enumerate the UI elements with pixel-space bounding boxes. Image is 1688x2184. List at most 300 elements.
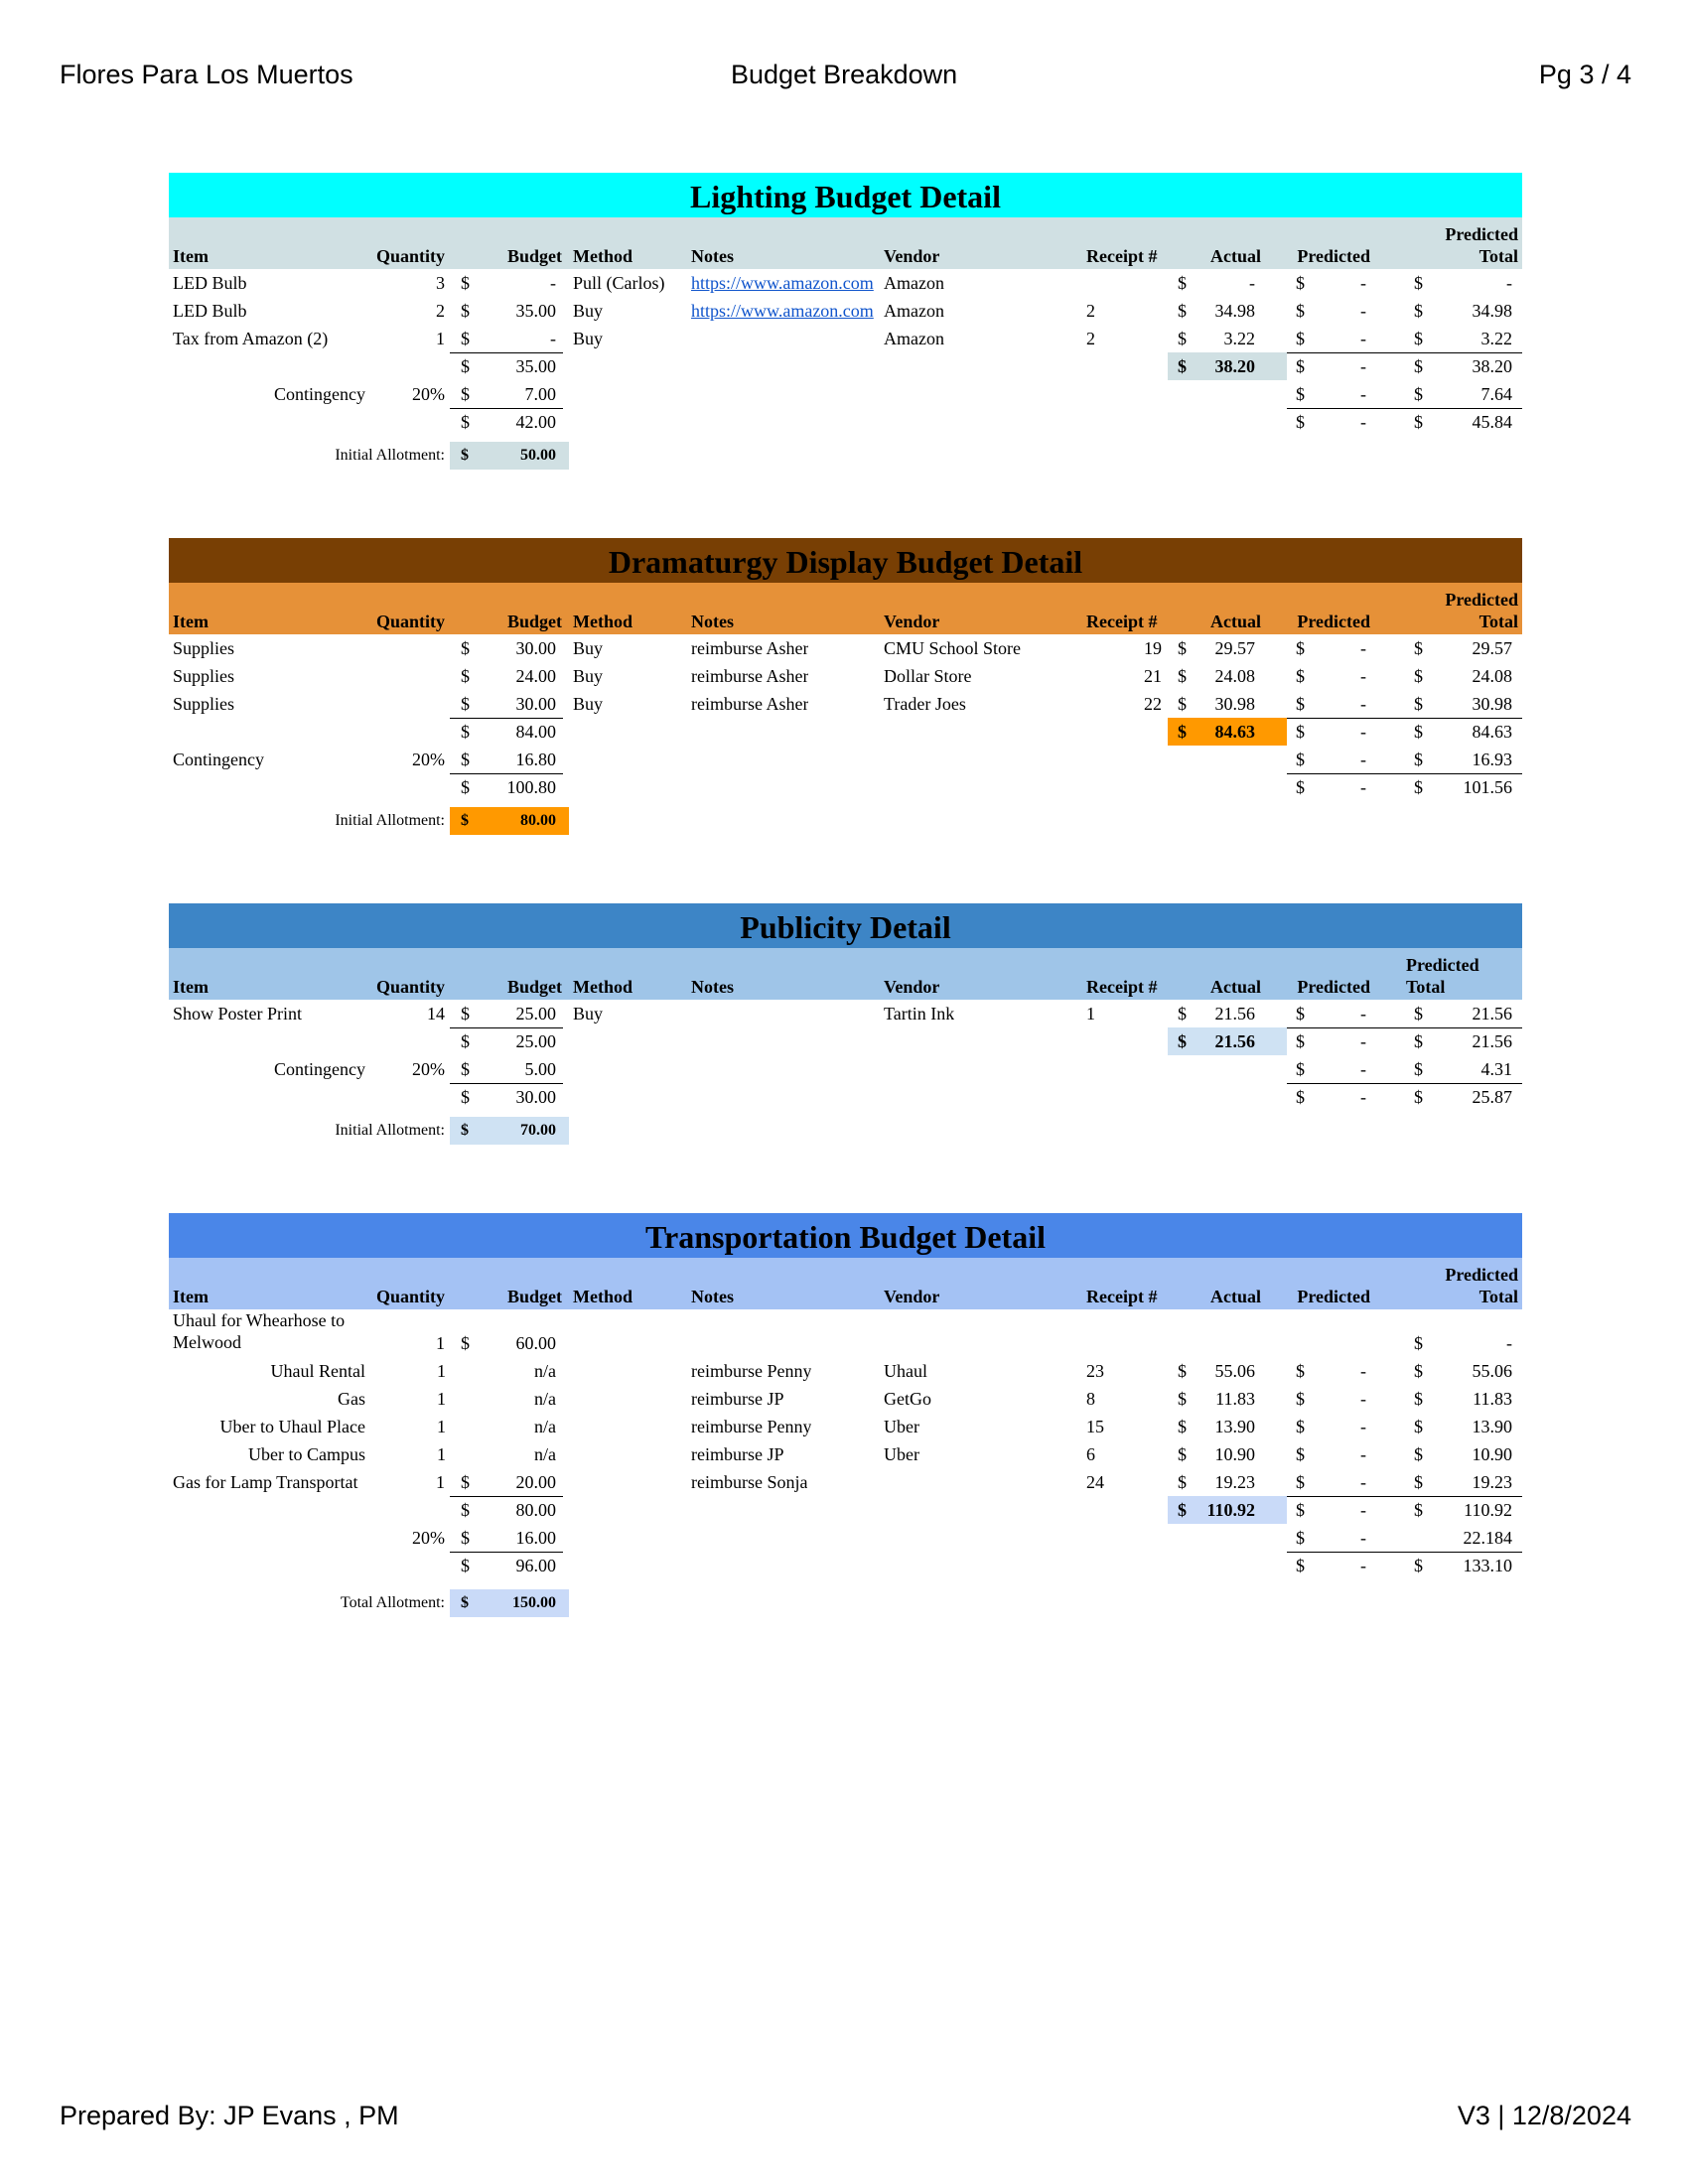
predicted-cell: - xyxy=(1360,1389,1366,1409)
quantity-cell: 1 xyxy=(436,329,445,348)
column-header-row xyxy=(169,948,1522,1000)
contingency-percent: 20% xyxy=(412,384,445,404)
dollar-sign: $ xyxy=(1178,329,1187,348)
dollar-sign: $ xyxy=(1414,1031,1423,1051)
section-title: Dramaturgy Display Budget Detail xyxy=(169,538,1522,583)
contingency-predicted: - xyxy=(1360,384,1366,404)
dollar-sign: $ xyxy=(461,1031,470,1051)
predicted-cell: - xyxy=(1360,1361,1366,1381)
budget-subtotal: 80.00 xyxy=(515,1500,556,1520)
predicted-total-cell: 55.06 xyxy=(1472,1361,1512,1381)
actual-cell: 19.23 xyxy=(1214,1472,1255,1492)
budget-cell: 20.00 xyxy=(515,1472,556,1492)
table-row xyxy=(169,297,1522,325)
predicted-total-subtotal: 21.56 xyxy=(1472,1031,1512,1051)
predicted-total-final: - xyxy=(1360,1556,1366,1575)
predicted-total-subtotal: 84.63 xyxy=(1472,722,1512,742)
dollar-sign: $ xyxy=(1178,1031,1187,1051)
table-body xyxy=(169,269,1522,438)
predicted-cell: - xyxy=(1360,1472,1366,1492)
budget-cell: 25.00 xyxy=(515,1004,556,1024)
budget-cell: 60.00 xyxy=(515,1333,556,1353)
lighting-section xyxy=(169,173,1522,474)
table-row xyxy=(169,1309,1522,1357)
dollar-sign: $ xyxy=(1178,273,1187,293)
predicted-grand-total: 133.10 xyxy=(1463,1556,1512,1575)
contingency-percent: 20% xyxy=(412,750,445,769)
contingency-row xyxy=(169,746,1522,773)
transportation-section xyxy=(169,1213,1522,1625)
contingency-row xyxy=(169,1524,1522,1552)
method-cell: Buy xyxy=(573,694,604,714)
subtotal-row xyxy=(169,718,1522,746)
col-predicted-total xyxy=(1390,1264,1518,1307)
dollar-sign: $ xyxy=(461,447,469,464)
actual-cell: 21.56 xyxy=(1214,1004,1255,1024)
vendor-cell: Amazon xyxy=(884,329,944,348)
budget-cell: 30.00 xyxy=(515,694,556,714)
quantity-cell: 1 xyxy=(437,1361,446,1381)
vendor-cell: Uber xyxy=(884,1444,919,1464)
dollar-sign: $ xyxy=(1414,1059,1423,1079)
dollar-sign: $ xyxy=(461,812,469,829)
actual-cell: 10.90 xyxy=(1214,1444,1255,1464)
subtotal-row xyxy=(169,352,1522,380)
budget-subtotal: 25.00 xyxy=(515,1031,556,1051)
dollar-sign: $ xyxy=(461,356,470,376)
quantity-cell: 1 xyxy=(436,1333,445,1353)
col-method: Method xyxy=(573,1287,633,1306)
item-cell: Supplies xyxy=(173,638,235,658)
actual-cell: 55.06 xyxy=(1214,1361,1255,1381)
col-predicted-total-line1: Predicted xyxy=(1445,1265,1518,1285)
column-header-row xyxy=(169,217,1522,269)
dollar-sign: $ xyxy=(1414,1333,1423,1353)
item-cell: Supplies xyxy=(173,666,235,686)
method-cell: Buy xyxy=(573,301,604,321)
vendor-cell: Trader Joes xyxy=(884,694,966,714)
col-budget: Budget xyxy=(506,1287,562,1306)
notes-cell: reimburse Sonja xyxy=(691,1472,808,1492)
budget-cell: - xyxy=(550,329,556,348)
budget-cell: n/a xyxy=(534,1444,556,1464)
predicted-total-final: - xyxy=(1360,1087,1366,1107)
dollar-sign: $ xyxy=(1296,666,1305,686)
predicted-cell: - xyxy=(1360,666,1366,686)
method-cell: Buy xyxy=(573,638,604,658)
predicted-grand-total: 25.87 xyxy=(1472,1087,1512,1107)
budget-total: 42.00 xyxy=(515,412,556,432)
dollar-sign: $ xyxy=(1414,1417,1423,1436)
budget-total: 100.80 xyxy=(506,777,556,797)
prepared-by: Prepared By: JP Evans , PM xyxy=(60,2101,399,2130)
dollar-sign: $ xyxy=(1296,356,1305,376)
col-item: Item xyxy=(173,612,209,631)
contingency-predicted-total: 7.64 xyxy=(1480,384,1512,404)
vendor-cell: Uhaul xyxy=(884,1361,927,1381)
table-body xyxy=(169,1000,1522,1113)
receipt-cell: 6 xyxy=(1086,1444,1095,1464)
actual-cell: 29.57 xyxy=(1214,638,1255,658)
col-item: Item xyxy=(173,977,209,997)
contingency-percent: 20% xyxy=(412,1528,445,1548)
dollar-sign: $ xyxy=(461,412,470,432)
predicted-total-cell: 34.98 xyxy=(1472,301,1512,321)
dollar-sign: $ xyxy=(1178,666,1187,686)
receipt-cell: 23 xyxy=(1086,1361,1104,1381)
contingency-predicted-total: 16.93 xyxy=(1472,750,1512,769)
dollar-sign: $ xyxy=(1296,384,1305,404)
item-cell: Supplies xyxy=(173,694,235,714)
notes-link[interactable]: https://www.amazon.com xyxy=(691,301,874,321)
col-receipt: Receipt # xyxy=(1086,612,1158,631)
table-row xyxy=(169,1357,1522,1385)
allotment-value: 50.00 xyxy=(520,447,556,464)
table-row xyxy=(169,1000,1522,1027)
item-cell: Show Poster Print xyxy=(173,1004,303,1024)
column-header-row xyxy=(169,1258,1522,1309)
contingency-row xyxy=(169,1055,1522,1083)
vendor-cell: Amazon xyxy=(884,273,944,293)
col-actual: Actual xyxy=(1210,1287,1261,1306)
predicted-total-cell: 11.83 xyxy=(1473,1389,1512,1409)
dollar-sign: $ xyxy=(1296,750,1305,769)
budget-cell: n/a xyxy=(534,1361,556,1381)
column-header-row xyxy=(169,583,1522,634)
dollar-sign: $ xyxy=(1414,273,1423,293)
dollar-sign: $ xyxy=(1296,1361,1305,1381)
publicity-section xyxy=(169,903,1522,1149)
document-title: Flores Para Los Muertos xyxy=(60,60,353,89)
method-cell: Buy xyxy=(573,329,604,348)
item-cell: LED Bulb xyxy=(173,301,247,321)
table-body xyxy=(169,1309,1522,1589)
version-date: V3 | 12/8/2024 xyxy=(1457,2101,1631,2130)
actual-total: 110.92 xyxy=(1206,1500,1255,1520)
col-actual: Actual xyxy=(1210,612,1261,631)
predicted-total-cell: - xyxy=(1506,1333,1512,1353)
quantity-cell: 2 xyxy=(436,301,445,321)
dollar-sign: $ xyxy=(1178,1361,1187,1381)
predicted-total-subtotal: 110.92 xyxy=(1464,1500,1512,1520)
receipt-cell: 1 xyxy=(1086,1004,1095,1024)
dollar-sign: $ xyxy=(1296,1004,1305,1024)
dollar-sign: $ xyxy=(461,1087,470,1107)
dollar-sign: $ xyxy=(1178,301,1187,321)
predicted-total-cell: 3.22 xyxy=(1480,329,1512,348)
receipt-cell: 24 xyxy=(1086,1472,1104,1492)
section-title: Lighting Budget Detail xyxy=(169,173,1522,217)
predicted-total-final: - xyxy=(1360,777,1366,797)
budget-cell: 24.00 xyxy=(515,666,556,686)
predicted-subtotal: - xyxy=(1360,1500,1366,1520)
subtotal-row xyxy=(169,1027,1522,1055)
predicted-cell: - xyxy=(1360,638,1366,658)
dollar-sign: $ xyxy=(1414,1361,1423,1381)
dollar-sign: $ xyxy=(461,694,470,714)
notes-cell: reimburse JP xyxy=(691,1444,784,1464)
col-receipt: Receipt # xyxy=(1086,246,1158,266)
receipt-cell: 2 xyxy=(1086,301,1095,321)
dollar-sign: $ xyxy=(1296,1031,1305,1051)
col-predicted-total xyxy=(1390,589,1518,632)
item-cell: LED Bulb xyxy=(173,273,247,293)
budget-cell: - xyxy=(550,273,556,293)
dollar-sign: $ xyxy=(1178,694,1187,714)
item-cell: Uhaul Rental xyxy=(270,1361,365,1381)
dollar-sign: $ xyxy=(461,750,470,769)
dollar-sign: $ xyxy=(1414,666,1423,686)
dollar-sign: $ xyxy=(461,722,470,742)
quantity-cell: 14 xyxy=(427,1004,445,1024)
dollar-sign: $ xyxy=(1296,1059,1305,1079)
contingency-budget: 16.00 xyxy=(515,1528,556,1548)
budget-total: 30.00 xyxy=(515,1087,556,1107)
dollar-sign: $ xyxy=(1296,329,1305,348)
contingency-predicted: - xyxy=(1360,1528,1366,1548)
actual-cell: 24.08 xyxy=(1214,666,1255,686)
dollar-sign: $ xyxy=(1414,1472,1423,1492)
receipt-cell: 19 xyxy=(1144,638,1162,658)
budget-cell: n/a xyxy=(534,1389,556,1409)
col-budget: Budget xyxy=(506,612,562,631)
actual-cell: 3.22 xyxy=(1223,329,1255,348)
col-predicted: Predicted xyxy=(1297,977,1370,997)
contingency-budget: 16.80 xyxy=(515,750,556,769)
allotment-label: Total Allotment: xyxy=(340,1594,445,1611)
col-predicted-total-line1: Predicted xyxy=(1445,224,1518,244)
dollar-sign: $ xyxy=(1296,301,1305,321)
item-line-1: Uhaul for Whearhose to xyxy=(173,1310,346,1330)
allotment-row xyxy=(169,1113,1522,1149)
budget-cell: 35.00 xyxy=(515,301,556,321)
notes-cell: reimburse Asher xyxy=(691,666,809,686)
method-cell: Pull (Carlos) xyxy=(573,273,665,293)
table-row xyxy=(169,1413,1522,1440)
receipt-cell: 22 xyxy=(1144,694,1162,714)
vendor-cell: Dollar Store xyxy=(884,666,972,686)
col-notes: Notes xyxy=(691,246,734,266)
allotment-value: 70.00 xyxy=(520,1122,556,1139)
dollar-sign: $ xyxy=(1296,1087,1305,1107)
col-method: Method xyxy=(573,612,633,631)
dollar-sign: $ xyxy=(1414,750,1423,769)
dollar-sign: $ xyxy=(1414,1556,1423,1575)
col-predicted-total-line2: Total xyxy=(1478,1287,1518,1306)
notes-cell: reimburse Asher xyxy=(691,638,809,658)
dollar-sign: $ xyxy=(461,1472,470,1492)
col-method: Method xyxy=(573,977,633,997)
budget-subtotal: 84.00 xyxy=(515,722,556,742)
contingency-predicted-total: 4.31 xyxy=(1480,1059,1512,1079)
budget-subtotal: 35.00 xyxy=(515,356,556,376)
dollar-sign: $ xyxy=(1296,273,1305,293)
dollar-sign: $ xyxy=(1296,412,1305,432)
table-row xyxy=(169,634,1522,662)
col-predicted: Predicted xyxy=(1297,246,1370,266)
dollar-sign: $ xyxy=(1296,777,1305,797)
dollar-sign: $ xyxy=(461,1556,470,1575)
dollar-sign: $ xyxy=(1178,722,1187,742)
contingency-label: Contingency xyxy=(274,384,365,404)
page-number: Pg 3 / 4 xyxy=(1538,60,1631,89)
table-row xyxy=(169,325,1522,352)
dollar-sign: $ xyxy=(461,1594,469,1611)
dollar-sign: $ xyxy=(461,1333,470,1353)
actual-cell: 30.98 xyxy=(1214,694,1255,714)
table-body xyxy=(169,634,1522,803)
predicted-grand-total: 45.84 xyxy=(1472,412,1512,432)
col-predicted-total: Predicted Total xyxy=(1406,955,1479,997)
col-notes: Notes xyxy=(691,1287,734,1306)
col-predicted-total-line2: Total xyxy=(1478,246,1518,266)
dollar-sign: $ xyxy=(1414,301,1423,321)
contingency-predicted-total: 22.184 xyxy=(1463,1528,1512,1548)
actual-total: 21.56 xyxy=(1214,1031,1255,1051)
dollar-sign: $ xyxy=(1296,722,1305,742)
table-row xyxy=(169,1468,1522,1496)
item-line-2: Melwood xyxy=(173,1332,241,1352)
table-row xyxy=(169,690,1522,718)
predicted-grand-total: 101.56 xyxy=(1463,777,1512,797)
notes-link[interactable]: https://www.amazon.com xyxy=(691,273,874,293)
dollar-sign: $ xyxy=(1296,694,1305,714)
dollar-sign: $ xyxy=(461,638,470,658)
col-budget: Budget xyxy=(506,977,562,997)
dollar-sign: $ xyxy=(461,1059,470,1079)
dollar-sign: $ xyxy=(461,273,470,293)
dollar-sign: $ xyxy=(1178,1389,1187,1409)
col-actual: Actual xyxy=(1210,977,1261,997)
actual-cell: - xyxy=(1249,273,1255,293)
predicted-total-cell: 19.23 xyxy=(1472,1472,1512,1492)
total-row xyxy=(169,1083,1522,1111)
predicted-cell: - xyxy=(1360,1444,1366,1464)
predicted-total-cell: 13.90 xyxy=(1472,1417,1512,1436)
col-quantity: Quantity xyxy=(375,1287,445,1306)
item-cell: Gas for Lamp Transportat xyxy=(173,1472,358,1492)
actual-total: 38.20 xyxy=(1214,356,1255,376)
predicted-total-cell: 21.56 xyxy=(1472,1004,1512,1024)
dollar-sign: $ xyxy=(1178,1004,1187,1024)
predicted-cell: - xyxy=(1360,1417,1366,1436)
col-predicted: Predicted xyxy=(1297,612,1370,631)
dollar-sign: $ xyxy=(1296,1500,1305,1520)
col-item: Item xyxy=(173,246,209,266)
vendor-cell: CMU School Store xyxy=(884,638,1022,658)
col-budget: Budget xyxy=(506,246,562,266)
quantity-cell: 3 xyxy=(436,273,445,293)
dollar-sign: $ xyxy=(1296,1389,1305,1409)
col-method: Method xyxy=(573,246,633,266)
table-row xyxy=(169,1440,1522,1468)
receipt-cell: 21 xyxy=(1144,666,1162,686)
col-quantity: Quantity xyxy=(375,977,445,997)
contingency-predicted: - xyxy=(1360,1059,1366,1079)
dollar-sign: $ xyxy=(1414,384,1423,404)
dollar-sign: $ xyxy=(1296,1528,1305,1548)
dollar-sign: $ xyxy=(461,777,470,797)
item-cell xyxy=(173,1309,371,1353)
receipt-cell: 2 xyxy=(1086,329,1095,348)
col-predicted: Predicted xyxy=(1297,1287,1370,1306)
predicted-total-cell: - xyxy=(1506,273,1512,293)
contingency-label: Contingency xyxy=(173,750,264,769)
dramaturgy-section xyxy=(169,538,1522,839)
dollar-sign: $ xyxy=(461,1122,469,1139)
dollar-sign: $ xyxy=(1414,694,1423,714)
dollar-sign: $ xyxy=(461,1528,470,1548)
allotment-row xyxy=(169,438,1522,474)
budget-total: 96.00 xyxy=(515,1556,556,1575)
col-vendor: Vendor xyxy=(884,977,940,997)
dollar-sign: $ xyxy=(1414,1444,1423,1464)
actual-total: 84.63 xyxy=(1214,722,1255,742)
method-cell: Buy xyxy=(573,666,604,686)
dollar-sign: $ xyxy=(461,1500,470,1520)
contingency-budget: 5.00 xyxy=(524,1059,556,1079)
table-row xyxy=(169,269,1522,297)
col-quantity: Quantity xyxy=(375,612,445,631)
dollar-sign: $ xyxy=(1414,1087,1423,1107)
item-cell: Gas xyxy=(338,1389,365,1409)
predicted-total-cell: 10.90 xyxy=(1472,1444,1512,1464)
receipt-cell: 15 xyxy=(1086,1417,1104,1436)
notes-cell: reimburse JP xyxy=(691,1389,784,1409)
predicted-total-subtotal: 38.20 xyxy=(1472,356,1512,376)
dollar-sign: $ xyxy=(461,329,470,348)
vendor-cell: GetGo xyxy=(884,1389,931,1409)
dollar-sign: $ xyxy=(1178,356,1187,376)
predicted-cell: - xyxy=(1360,694,1366,714)
dollar-sign: $ xyxy=(1414,722,1423,742)
predicted-subtotal: - xyxy=(1360,1031,1366,1051)
dollar-sign: $ xyxy=(1296,1417,1305,1436)
dollar-sign: $ xyxy=(1414,329,1423,348)
quantity-cell: 1 xyxy=(437,1444,446,1464)
notes-cell: reimburse Asher xyxy=(691,694,809,714)
quantity-cell: 1 xyxy=(437,1389,446,1409)
col-quantity: Quantity xyxy=(375,246,445,266)
predicted-total-cell: 30.98 xyxy=(1472,694,1512,714)
dollar-sign: $ xyxy=(1296,638,1305,658)
predicted-total-cell: 29.57 xyxy=(1472,638,1512,658)
quantity-cell: 1 xyxy=(436,1472,445,1492)
predicted-total-final: - xyxy=(1360,412,1366,432)
col-vendor: Vendor xyxy=(884,1287,940,1306)
dollar-sign: $ xyxy=(1178,1500,1187,1520)
col-receipt: Receipt # xyxy=(1086,977,1158,997)
col-predicted-total xyxy=(1390,223,1518,267)
dollar-sign: $ xyxy=(1414,638,1423,658)
table-row xyxy=(169,1385,1522,1413)
method-cell: Buy xyxy=(573,1004,604,1024)
allotment-value: 150.00 xyxy=(512,1594,556,1611)
dollar-sign: $ xyxy=(1296,1556,1305,1575)
predicted-cell: - xyxy=(1360,273,1366,293)
dollar-sign: $ xyxy=(1178,1417,1187,1436)
dollar-sign: $ xyxy=(1296,1472,1305,1492)
col-vendor: Vendor xyxy=(884,246,940,266)
col-predicted-total-line1: Predicted xyxy=(1445,590,1518,610)
actual-cell: 13.90 xyxy=(1214,1417,1255,1436)
dollar-sign: $ xyxy=(461,1004,470,1024)
dollar-sign: $ xyxy=(1414,1500,1423,1520)
dollar-sign: $ xyxy=(1414,1389,1423,1409)
section-title: Transportation Budget Detail xyxy=(169,1213,1522,1258)
total-row xyxy=(169,1552,1522,1579)
section-title: Publicity Detail xyxy=(169,903,1522,948)
